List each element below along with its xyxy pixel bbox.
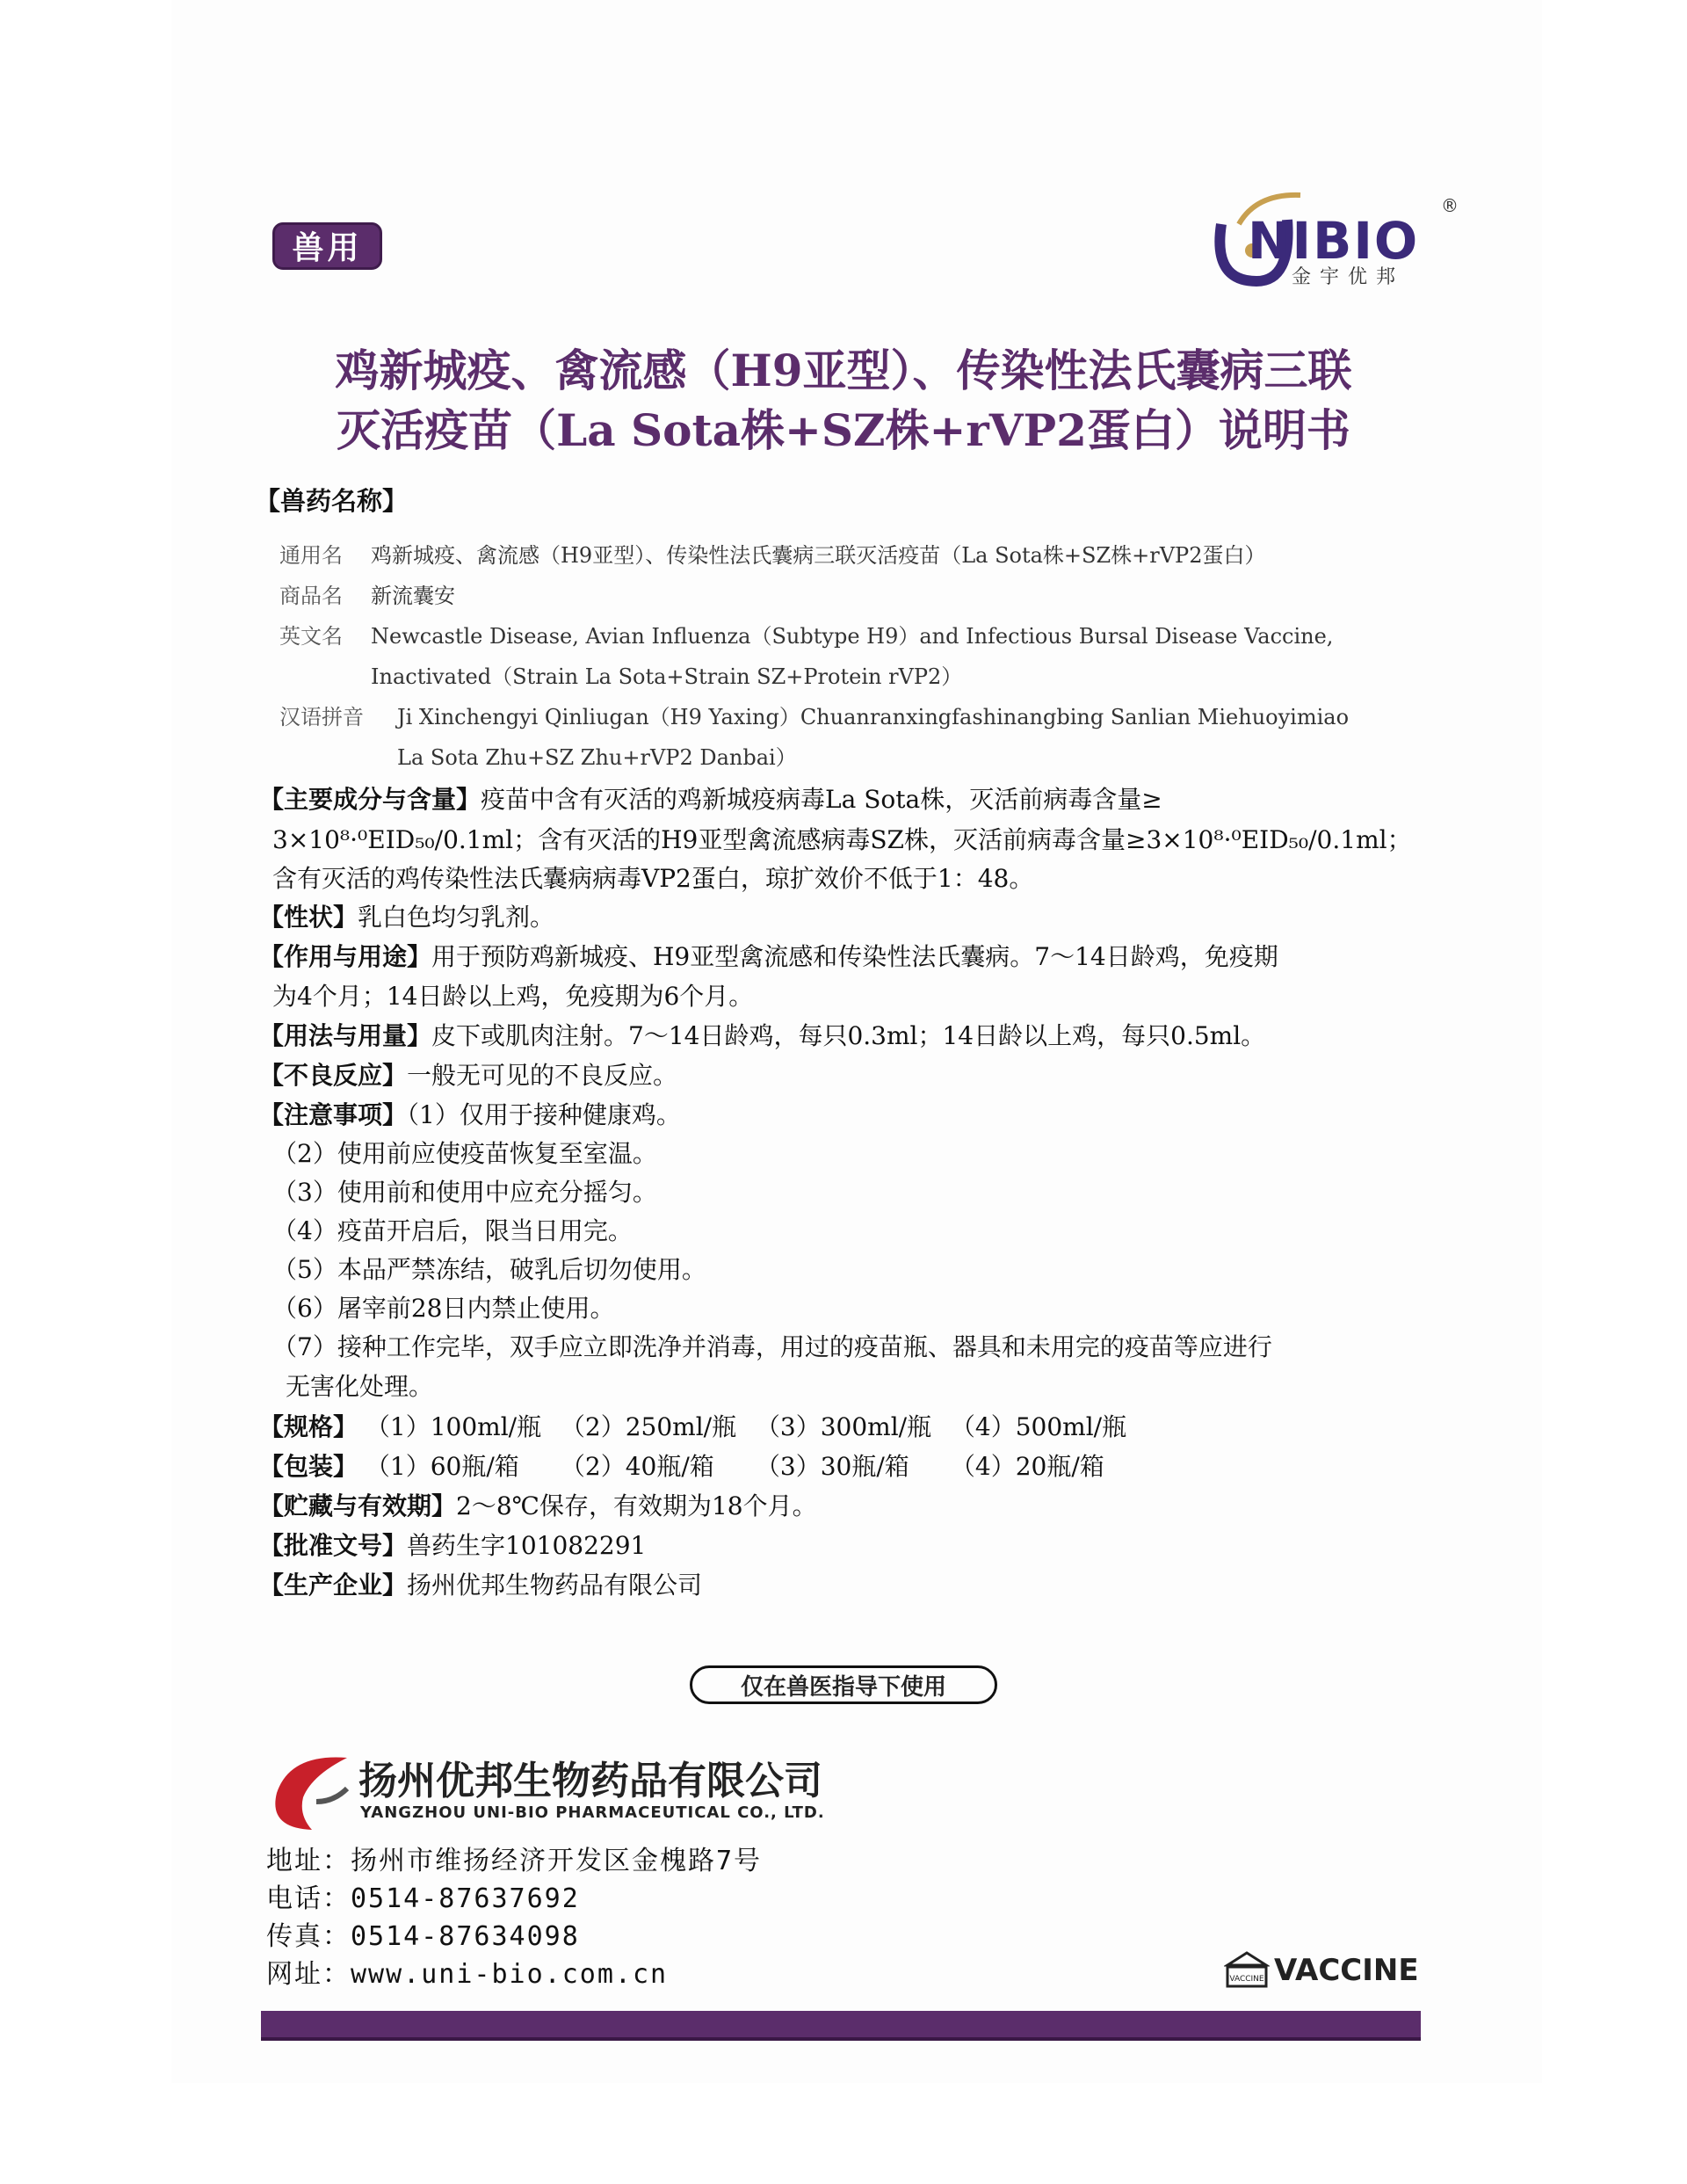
- section-heading-spec: 【规格】: [259, 1412, 358, 1441]
- company-name-cn: 扬州优邦生物药品有限公司: [358, 1759, 822, 1803]
- storage-row: [259, 1487, 817, 1522]
- dosage-text: 皮下或肌肉注射。7～14日龄鸡，每只0.3ml；14日龄以上鸡，每只0.5ml。: [431, 1021, 1266, 1050]
- precaution-item: （6）屠宰前28日内禁止使用。: [272, 1294, 615, 1323]
- section-heading-package: 【包装】: [259, 1452, 358, 1481]
- spec-row: [259, 1408, 1126, 1443]
- document-title-line2: 灭活疫苗（La Sota株+SZ株+rVP2蛋白）说明书: [337, 404, 1350, 456]
- section-heading-adverse: 【不良反应】: [259, 1061, 408, 1090]
- package-item: （2）40瓶/箱: [560, 1452, 714, 1481]
- appearance-text: 乳白色均匀乳剂。: [358, 903, 555, 932]
- generic-name-value: 鸡新城疫、禽流感（H9亚型）、传染性法氏囊病三联灭活疫苗（La Sota株+SZ株+rVP2蛋白）: [371, 543, 1266, 568]
- section-heading-name: 【兽药名称】: [255, 486, 409, 516]
- adverse-text: 一般无可见的不良反应。: [407, 1061, 678, 1090]
- logo-chinese-name: 金宇优邦: [1292, 266, 1405, 288]
- logo-wordmark: NIBIO: [1248, 211, 1420, 271]
- package-item: （3）30瓶/箱: [755, 1452, 909, 1481]
- pinyin-line1: Ji Xinchengyi Qinliugan（H9 Yaxing）Chuanranxingfashinangbing Sanlian Miehuoyimiao: [397, 705, 1350, 729]
- vaccine-mark-icon-text: VACCINE: [1229, 1975, 1264, 1984]
- approval-number: 兽药生字101082291: [407, 1531, 647, 1560]
- ingredients-line1: [259, 780, 1162, 816]
- vet-guidance-notice: 仅在兽医指导下使用: [690, 1665, 997, 1704]
- document-title-line1: 鸡新城疫、禽流感（H9亚型）、传染性法氏囊病三联: [335, 345, 1352, 396]
- ingredients-text-1: 疫苗中含有灭活的鸡新城疫病毒La Sota株，灭活前病毒含量≥: [481, 785, 1162, 814]
- manufacturer-name: 扬州优邦生物药品有限公司: [407, 1571, 703, 1600]
- company-website: 网址：www.uni-bio.com.cn: [266, 1959, 669, 1990]
- trade-name-value: 新流囊安: [371, 584, 455, 608]
- company-logo-icon: [264, 1749, 360, 1837]
- indications-text-1: 用于预防鸡新城疫、H9亚型禽流感和传染性法氏囊病。7～14日龄鸡，免疫期: [431, 942, 1278, 971]
- precaution-item: （7）接种工作完毕，双手应立即洗净并消毒，用过的疫苗瓶、器具和未用完的疫苗等应进行: [272, 1332, 1272, 1361]
- trade-name-label: 商品名: [279, 584, 343, 608]
- english-name-label: 英文名: [279, 624, 343, 649]
- pinyin-label: 汉语拼音: [279, 705, 364, 729]
- dosage-row: [259, 1017, 1265, 1052]
- company-name-en: YANGZHOU UNI-BIO PHARMACEUTICAL CO., LTD.: [360, 1803, 825, 1822]
- precaution-item: 无害化处理。: [286, 1372, 434, 1401]
- precaution-item: （5）本品严禁冻结，破乳后切勿使用。: [272, 1255, 706, 1284]
- veterinary-use-badge: 兽用: [272, 222, 382, 270]
- storage-text: 2～8℃保存，有效期为18个月。: [456, 1491, 817, 1520]
- spec-item: （2）250ml/瓶: [560, 1412, 737, 1441]
- ingredients-line3: 含有灭活的鸡传染性法氏囊病病毒VP2蛋白，琼扩效价不低于1：48。: [272, 864, 1034, 893]
- vaccine-mark-icon: [1224, 1951, 1270, 1990]
- generic-name-label: 通用名: [279, 543, 343, 568]
- section-heading-dosage: 【用法与用量】: [259, 1021, 432, 1050]
- vaccine-mark-text: VACCINE: [1274, 1953, 1419, 1988]
- precaution-item: （1）仅用于接种健康鸡。: [407, 1100, 681, 1129]
- section-heading-precautions: 【注意事项】: [259, 1100, 408, 1129]
- spec-item: （1）100ml/瓶: [365, 1412, 542, 1441]
- precaution-item: （2）使用前应使疫苗恢复至室温。: [272, 1139, 657, 1168]
- indications-row: [259, 938, 1278, 973]
- section-heading-appearance: 【性状】: [259, 903, 358, 932]
- package-row: [259, 1448, 1104, 1483]
- ingredients-line2: 3×10⁸·⁰EID₅₀/0.1ml；含有灭活的H9亚型禽流感病毒SZ株，灭活前病毒含量≥3×10⁸·⁰EID₅₀/0.1ml；: [272, 825, 1412, 854]
- spec-item: （3）300ml/瓶: [755, 1412, 932, 1441]
- pinyin-line2: La Sota Zhu+SZ Zhu+rVP2 Danbai）: [397, 745, 797, 770]
- precaution-item: （3）使用前和使用中应充分摇匀。: [272, 1178, 657, 1207]
- package-item: （1）60瓶/箱: [365, 1452, 519, 1481]
- approval-row: [259, 1527, 646, 1562]
- section-heading-indications: 【作用与用途】: [259, 942, 432, 971]
- company-address: 地址：扬州市维扬经济开发区金槐路7号: [266, 1846, 763, 1876]
- section-heading-ingredients: 【主要成分与含量】: [259, 785, 481, 814]
- appearance-row: [259, 898, 554, 933]
- footer-bar: [261, 2011, 1421, 2041]
- section-heading-manufacturer: 【生产企业】: [259, 1571, 408, 1600]
- spec-item: （4）500ml/瓶: [950, 1412, 1127, 1441]
- manufacturer-row: [259, 1566, 702, 1601]
- precautions-row: [259, 1096, 681, 1131]
- adverse-row: [259, 1056, 677, 1092]
- package-item: （4）20瓶/箱: [950, 1452, 1104, 1481]
- section-heading-approval: 【批准文号】: [259, 1531, 408, 1560]
- section-heading-storage: 【贮藏与有效期】: [259, 1491, 457, 1520]
- indications-line2: 为4个月；14日龄以上鸡，免疫期为6个月。: [272, 982, 754, 1011]
- registered-mark: ®: [1441, 195, 1459, 216]
- company-fax: 传真：0514-87634098: [266, 1921, 580, 1952]
- english-name-line1: Newcastle Disease, Avian Influenza（Subtype H9）and Infectious Bursal Disease Vaccine,: [371, 624, 1334, 649]
- company-phone: 电话：0514-87637692: [266, 1883, 580, 1914]
- precaution-item: （4）疫苗开启后，限当日用完。: [272, 1216, 633, 1245]
- english-name-line2: Inactivated（Strain La Sota+Strain SZ+Protein rVP2）: [371, 664, 963, 689]
